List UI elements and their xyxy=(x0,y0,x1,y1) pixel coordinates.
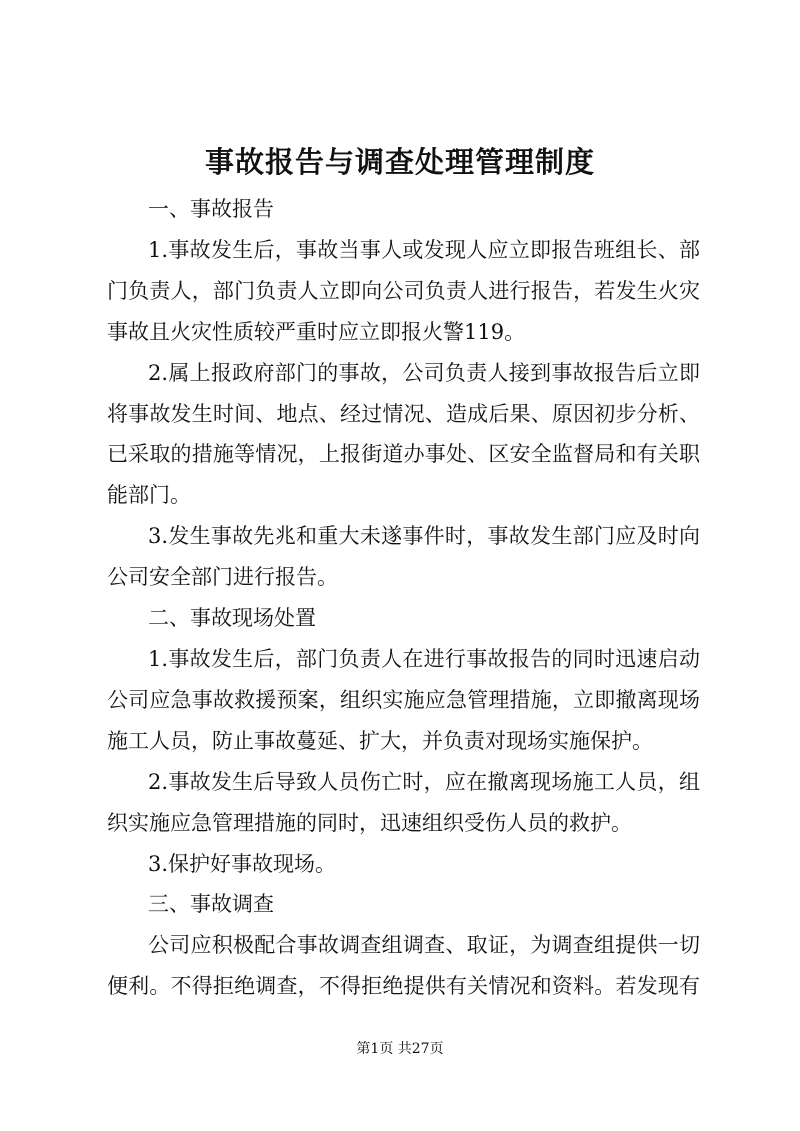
paragraph-line: 将事故发生时间、地点、经过情况、造成后果、原因初步分析、 xyxy=(107,402,700,426)
paragraph-line: 织实施应急管理措施的同时，迅速组织受伤人员的救护。 xyxy=(107,811,632,835)
paragraph-line: 1.事故发生后，事故当事人或发现人应立即报告班组长、部 xyxy=(148,238,700,262)
paragraph-line: 2.属上报政府部门的事故，公司负责人接到事故报告后立即 xyxy=(148,361,700,385)
paragraph-line: 门负责人，部门负责人立即向公司负责人进行报告，若发生火灾 xyxy=(107,279,700,303)
paragraph-line: 公司安全部门进行报告。 xyxy=(107,565,338,589)
section-heading-scene-handling: 二、事故现场处置 xyxy=(148,606,316,630)
paragraph-line: 公司应积极配合事故调查组调查、取证，为调查组提供一切 xyxy=(148,933,700,957)
section-heading-accident-investigation: 三、事故调查 xyxy=(148,892,274,916)
paragraph-line: 3.保护好事故现场。 xyxy=(148,852,337,876)
document-title: 事故报告与调查处理管理制度 xyxy=(204,145,595,179)
section-heading-accident-report: 一、事故报告 xyxy=(148,197,274,221)
paragraph-line: 便利。不得拒绝调查，不得拒绝提供有关情况和资料。若发现有 xyxy=(107,974,700,998)
paragraph-line: 已采取的措施等情况，上报街道办事处、区安全监督局和有关职 xyxy=(107,442,700,466)
paragraph-line: 事故且火灾性质较严重时应立即报火警119。 xyxy=(107,320,526,344)
paragraph-line: 3.发生事故先兆和重大未遂事件时，事故发生部门应及时向 xyxy=(148,524,700,548)
paragraph-line: 施工人员，防止事故蔓延、扩大，并负责对现场实施保护。 xyxy=(107,729,653,753)
paragraph-line: 能部门。 xyxy=(107,483,191,507)
paragraph-line: 公司应急事故救援预案，组织实施应急管理措施，立即撤离现场 xyxy=(107,688,700,712)
page-number-footer: 第1页 共27页 xyxy=(356,1041,444,1057)
paragraph-line: 2.事故发生后导致人员伤亡时，应在撤离现场施工人员，组 xyxy=(148,770,700,794)
paragraph-line: 1.事故发生后，部门负责人在进行事故报告的同时迅速启动 xyxy=(148,647,700,671)
